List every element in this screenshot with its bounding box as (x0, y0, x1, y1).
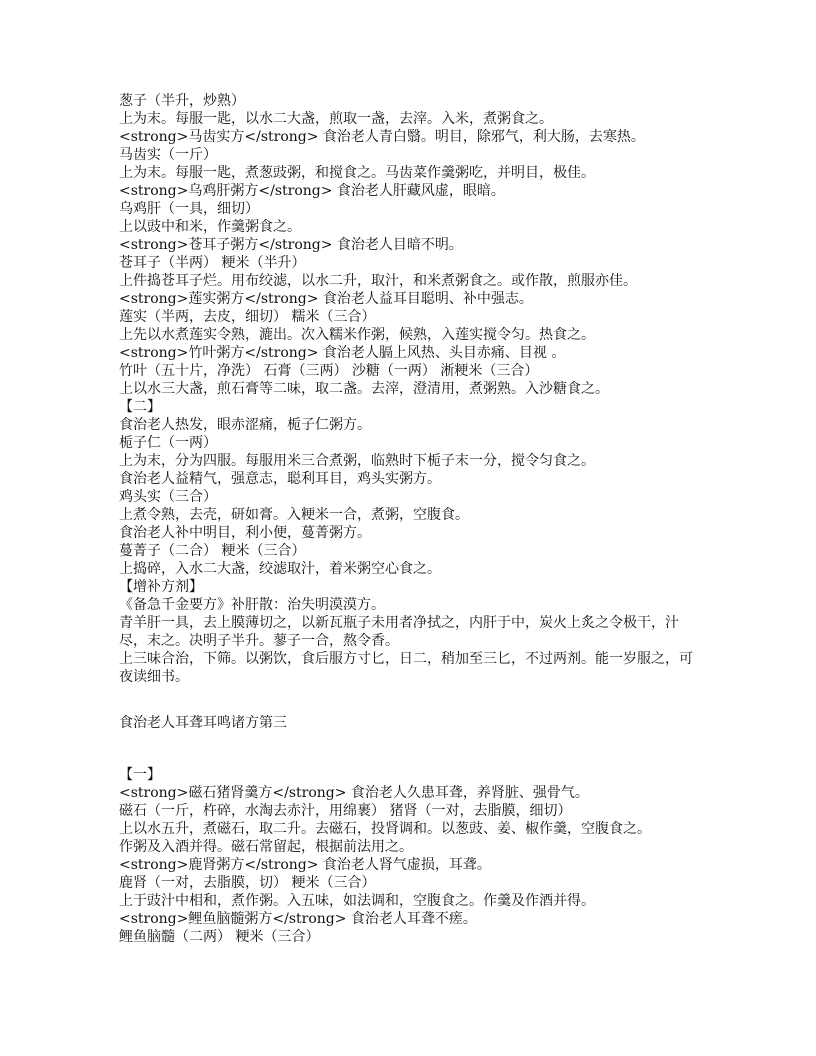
text-line: <strong>鹿肾粥方</strong> 食治老人肾气虚损，耳聋。 (119, 857, 491, 873)
chapter-title: 食治老人耳聋耳鸣诸方第三 (119, 715, 287, 731)
text-line: 磁石（一斤，杵碎，水淘去赤汁，用绵裹） 猪肾（一对，去脂膜，细切） (119, 803, 572, 819)
text-line: 苍耳子（半两） 粳米（半升） (119, 255, 306, 271)
text-line: 作粥及入酒并得。磁石常留起，根据前法用之。 (119, 839, 413, 855)
text-line: 上以水三大盏，煎石膏等二味，取二盏。去滓，澄清用，煮粥熟。入沙糖食之。 (119, 381, 609, 397)
recipe-section-eye (119, 92, 701, 686)
text-line: <strong>鲤鱼脑髓粥方</strong> 食治老人耳聋不瘥。 (119, 911, 477, 927)
text-line: 【增补方剂】 (119, 579, 203, 595)
text-line: 上以豉中和米，作羹粥食之。 (119, 219, 301, 235)
text-line: <strong>苍耳子粥方</strong> 食治老人目暗不明。 (119, 237, 463, 253)
text-line: 【二】 (119, 399, 161, 415)
text-line: 食治老人热发，眼赤涩痛，栀子仁粥方。 (119, 417, 371, 433)
text-line: 蔓菁子（二合） 粳米（三合） (119, 543, 306, 559)
text-line: 马齿实（一斤） (119, 147, 217, 163)
text-line: <strong>马齿实方</strong> 食治老人青白翳。明目，除邪气，利大肠，去寒热。 (119, 129, 645, 145)
text-line: 鹿肾（一对，去脂膜，切） 粳米（三合） (119, 875, 376, 891)
text-line: 食治老人益精气，强意志，聪利耳目，鸡头实粥方。 (119, 471, 441, 487)
text-line: <strong>磁石猪肾羹方</strong> 食治老人久患耳聋，养肾脏、强骨气。 (119, 785, 589, 801)
text-line: 青羊肝一具，去上膜薄切之，以新瓦瓶子未用者净拭之，内肝于中，炭火上炙之令极干，汁尽，末之。决明子半升。蓼子一合，熬令香。 (119, 615, 679, 649)
text-line: <strong>竹叶粥方</strong> 食治老人膈上风热、头目赤痛、目视 。 (119, 345, 566, 361)
text-line: 上煮令熟，去壳，研如膏。入粳米一合，煮粥，空腹食。 (119, 507, 469, 523)
text-line: 栀子仁（一两） (119, 435, 217, 451)
text-line: 上为末，分为四服。每服用米三合煮粥，临熟时下栀子末一分，搅令匀食之。 (119, 453, 595, 469)
text-line: 鸡头实（三合） (119, 489, 217, 505)
text-line: <strong>莲实粥方</strong> 食治老人益耳目聪明、补中强志。 (119, 291, 533, 307)
recipe-section-ear (119, 766, 701, 946)
text-line: 【一】 (119, 767, 161, 783)
text-line: 上以水五升，煮磁石，取二升。去磁石，投肾调和。以葱豉、姜、椒作羹，空腹食之。 (119, 821, 651, 837)
text-line: 上为末。每服一匙，以水二大盏，煎取一盏，去滓。入米，煮粥食之。 (119, 111, 553, 127)
text-line: 上捣碎，入水二大盏，绞滤取汁，着米粥空心食之。 (119, 561, 441, 577)
text-line: 上为末。每服一匙，煮葱豉粥，和搅食之。马齿菜作羹粥吃，并明目，极佳。 (119, 165, 595, 181)
text-line: 《备急千金要方》补肝散：治失明漠漠方。 (119, 597, 385, 613)
text-line: 莲实（半两，去皮，细切） 糯米（三合） (119, 309, 376, 325)
text-line: 上先以水煮莲实令熟，漉出。次入糯米作粥，候熟，入莲实搅令匀。热食之。 (119, 327, 595, 343)
text-line: <strong>乌鸡肝粥方</strong> 食治老人肝藏风虚，眼暗。 (119, 183, 505, 199)
text-line: 竹叶（五十片，净洗） 石膏（三两） 沙糖（一两） 淅粳米（三合） (119, 363, 539, 379)
text-line: 上于豉汁中相和，煮作粥。入五味，如法调和，空腹食之。作羹及作酒并得。 (119, 893, 595, 909)
text-line: 上件捣苍耳子烂。用布绞滤，以水二升，取汁，和米煮粥食之。或作散，煎服亦佳。 (119, 273, 637, 289)
text-line: 乌鸡肝（一具，细切） (119, 201, 259, 217)
text-line: 食治老人补中明目，利小便，蔓菁粥方。 (119, 525, 371, 541)
text-line: 葱子（半升，炒熟） (119, 93, 245, 109)
text-line: 鲤鱼脑髓（二两） 粳米（三合） (119, 929, 320, 945)
text-line: 上三味合治，下筛。以粥饮，食后服方寸匕，日二，稍加至三匕，不过两剂。能一岁服之，可夜读细书。 (119, 651, 693, 685)
